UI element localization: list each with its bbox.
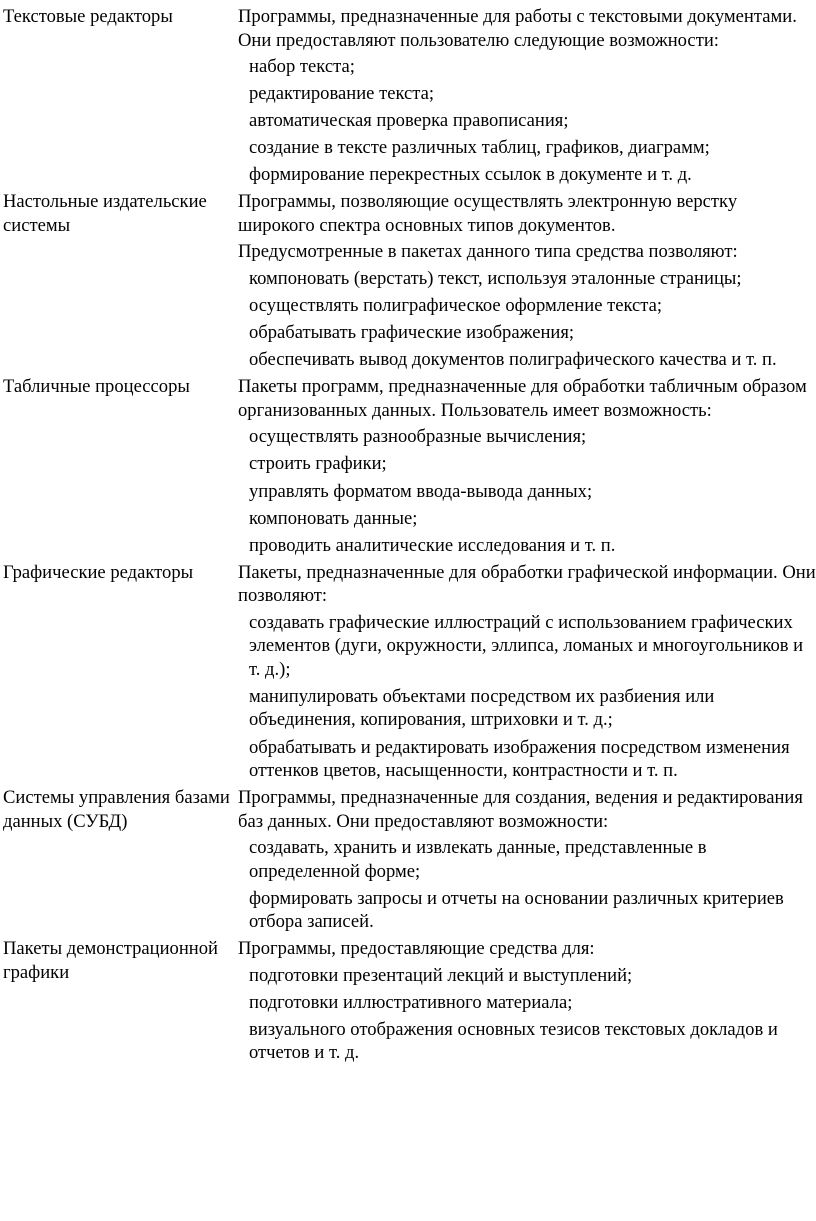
table-row xyxy=(0,5,816,190)
list-item: обрабатывать графические изображения; xyxy=(249,322,575,344)
list-item: строить графики; xyxy=(249,453,387,475)
table-row xyxy=(0,937,816,1068)
description-intro: Пакеты, предназначенные для обработки графической информации. Они позволяют: xyxy=(238,561,816,607)
category-spreadsheets: Табличные процессоры xyxy=(3,376,190,398)
list-item: осуществлять разнообразные вычисления; xyxy=(249,426,587,448)
list-item: манипулировать объектами посредством их разбиения или объединения, копирования, штриховки и т. д.; xyxy=(249,685,715,731)
list-item: редактирование текста; xyxy=(249,83,435,105)
table-row xyxy=(0,375,816,560)
category-desktop-publishing: Настольные издательские системы xyxy=(3,191,207,236)
category-presentation-graphics: Пакеты демонстрационной графики xyxy=(3,938,218,983)
description-cell xyxy=(236,937,816,1068)
category-dbms: Системы управления базами данных (СУБД) xyxy=(3,787,230,832)
list-item: формирование перекрестных ссылок в документе и т. д. xyxy=(249,164,692,186)
description-intro-secondary: Предусмотренные в пакетах данного типа средства позволяют: xyxy=(238,241,738,263)
list-item: подготовки иллюстративного материала; xyxy=(249,991,573,1013)
list-item: формировать запросы и отчеты на основании различных критериев отбора записей. xyxy=(249,887,784,933)
list-item: обрабатывать и редактировать изображения посредством изменения оттенков цветов, насыщенности, контрастности и т. п. xyxy=(249,736,790,781)
description-intro: Программы, предоставляющие средства для: xyxy=(238,938,595,960)
list-item: создание в тексте различных таблиц, графиков, диаграмм; xyxy=(249,137,710,159)
table-row xyxy=(0,561,816,786)
list-item: создавать, хранить и извлекать данные, представленные в определенной форме; xyxy=(249,837,707,882)
list-item: автоматическая проверка правописания; xyxy=(249,110,569,132)
list-item: набор текста; xyxy=(249,56,355,77)
category-graphics-editors: Графические редакторы xyxy=(3,561,194,583)
list-item: компоновать (верстать) текст, используя эталонные страницы; xyxy=(249,267,742,289)
list-item: подготовки презентаций лекций и выступлений; xyxy=(249,964,633,986)
description-intro: Программы, позволяющие осуществлять электронную верстку широкого спектра основных типов документов. xyxy=(238,191,738,236)
description-intro: Пакеты программ, предназначенные для обработки табличным образом организованных данных. Пользователь имеет возможность: xyxy=(238,376,807,421)
list-item: управлять форматом ввода-вывода данных; xyxy=(249,480,593,502)
description-cell xyxy=(236,375,816,560)
description-cell xyxy=(236,190,816,375)
description-intro: Программы, предназначенные для создания, ведения и редактирования баз данных. Они предоставляют возможности: xyxy=(238,787,803,832)
list-item: визуального отображения основных тезисов текстовых докладов и отчетов и т. д. xyxy=(249,1018,778,1064)
description-cell xyxy=(236,561,816,786)
list-item: осуществлять полиграфическое оформление текста; xyxy=(249,295,663,317)
description-cell xyxy=(236,5,816,190)
table-row xyxy=(0,786,816,937)
list-item: создавать графические иллюстраций с использованием графических элементов (дуги, окружности, эллипса, ломаных и многоугольников и т. д.); xyxy=(249,611,804,680)
description-cell xyxy=(236,786,816,937)
table-row xyxy=(0,190,816,375)
list-item: проводить аналитические исследования и т. п. xyxy=(249,534,616,556)
list-item: обеспечивать вывод документов полиграфического качества и т. п. xyxy=(249,349,777,371)
description-intro: Программы, предназначенные для работы с текстовыми документами. Они предоставляют пользователю следующие возможности: xyxy=(238,6,797,51)
list-item: компоновать данные; xyxy=(249,507,418,529)
category-text-editors: Текстовые редакторы xyxy=(3,6,173,27)
